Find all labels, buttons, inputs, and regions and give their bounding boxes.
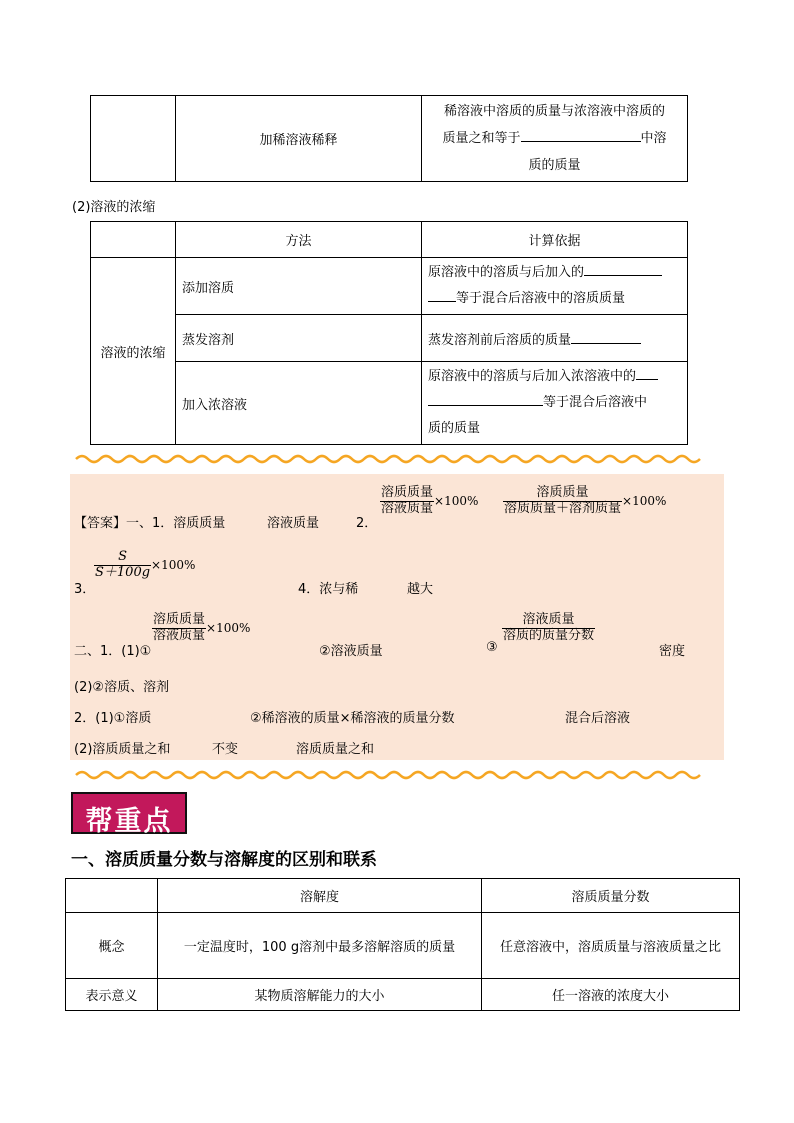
fill-blank[interactable] [584, 263, 662, 276]
answer-line-5a: 2．(1)①溶质 [74, 711, 152, 726]
answer-line-3-prefix: 二、1．(1)① [74, 644, 152, 659]
concept-mass-fraction: 任意溶液中，溶质质量与溶液质量之比 [482, 913, 740, 979]
row-label-concentration: 溶液的浓缩 [91, 258, 176, 445]
concentration-table [90, 221, 688, 445]
formula-saturated: $\frac{S}{S+100g}$ ×100% [95, 549, 196, 580]
header-method: 方法 [176, 222, 422, 258]
row-label-meaning: 表示意义 [66, 979, 158, 1011]
method-add-concentrated: 加入浓溶液 [176, 362, 422, 445]
answer-line-6c: 溶质质量之和 [296, 742, 375, 757]
fill-blank[interactable] [428, 289, 456, 302]
answer-line-1: 【答案】一、1．溶质质量 [74, 516, 226, 531]
answer-line-5b: ②稀溶液的质量×稀溶液的质量分数 [250, 711, 455, 726]
answer-density: 密度 [659, 644, 686, 659]
answer-item-solution-mass: 溶液质量 [267, 516, 320, 531]
formula-mass-fraction-2: $\frac{\text{溶质质量}}{\text{溶质质量＋溶剂质量}}$ ×100% [504, 485, 667, 516]
method-evaporate: 蒸发溶剂 [176, 315, 422, 362]
answer-num-2: 2． [356, 516, 378, 531]
header-empty-cell [91, 222, 176, 258]
answer-line-5c: 混合后溶液 [565, 711, 631, 726]
answer-box [70, 474, 724, 760]
answer-line-6a: (2)溶质质量之和 [74, 742, 171, 757]
answer-line-3-item3: ③ [486, 640, 498, 655]
answer-line-3-item2: ②溶液质量 [319, 644, 383, 659]
comparison-table [65, 878, 740, 1011]
key-points-badge: 帮重点 [71, 792, 187, 834]
concept-solubility: 一定温度时，100 g溶剂中最多溶解溶质的质量 [158, 913, 482, 979]
comparison-header-empty [66, 879, 158, 913]
formula-solute-over-fraction: $\frac{\text{溶液质量}}{\text{溶质的质量分数}}$ [503, 612, 595, 643]
fill-blank[interactable] [521, 129, 641, 142]
formula-mass-fraction-3: $\frac{\text{溶质质量}}{\text{溶液质量}}$ ×100% [153, 612, 251, 643]
dilution-method: 加稀溶液稀释 [176, 96, 422, 182]
method-add-solute: 添加溶质 [176, 258, 422, 315]
basis-evaporate: 蒸发溶剂前后溶质的质量 [422, 315, 688, 362]
fill-blank[interactable] [636, 367, 658, 380]
meaning-solubility: 某物质溶解能力的大小 [158, 979, 482, 1011]
row-label-concept: 概念 [66, 913, 158, 979]
wavy-divider-bottom [70, 768, 724, 782]
answer-num-3: 3． [74, 582, 96, 597]
section-heading-concentration: (2)溶液的浓缩 [72, 200, 156, 215]
header-solubility: 溶解度 [158, 879, 482, 913]
formula-mass-fraction: $\frac{\text{溶质质量}}{\text{溶液质量}}$ ×100% [381, 485, 479, 516]
basis-add-solute: 原溶液中的溶质与后加入的 等于混合后溶液中的溶质质量 [422, 258, 688, 315]
header-mass-fraction: 溶质质量分数 [482, 879, 740, 913]
header-basis: 计算依据 [422, 222, 688, 258]
wavy-divider-top [70, 452, 724, 466]
answer-line-4: (2)②溶质、溶剂 [74, 680, 170, 695]
section-title: 一、溶质质量分数与溶解度的区别和联系 [71, 850, 377, 870]
answer-item-4: 4．浓与稀 [298, 582, 359, 597]
dilution-empty-cell [91, 96, 176, 182]
answer-item-4b: 越大 [407, 582, 434, 597]
fill-blank[interactable] [428, 393, 543, 406]
meaning-mass-fraction: 任一溶液的浓度大小 [482, 979, 740, 1011]
answer-line-6b: 不变 [212, 742, 239, 757]
fill-blank[interactable] [571, 331, 641, 344]
dilution-table [90, 95, 688, 182]
dilution-basis: 稀溶液中溶质的质量与浓溶液中溶质的 质量之和等于 中溶 质的质量 [422, 96, 688, 182]
basis-add-concentrated: 原溶液中的溶质与后加入浓溶液中的 等于混合后溶液中 质的质量 [422, 362, 688, 445]
